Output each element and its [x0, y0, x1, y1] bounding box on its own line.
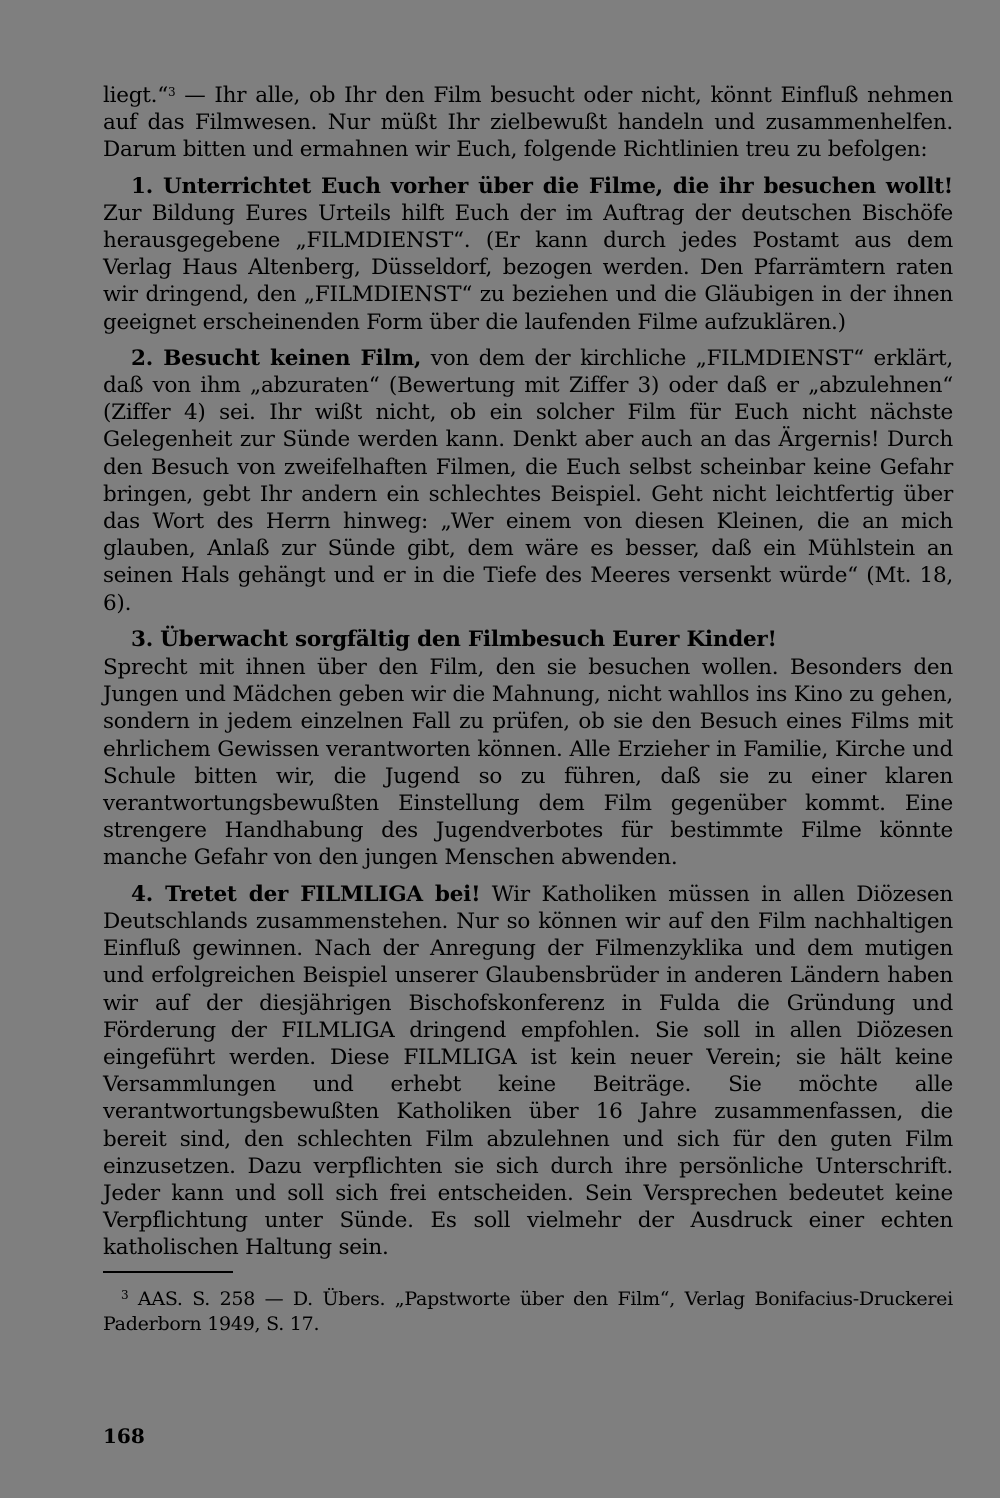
guideline-1	[103, 173, 953, 336]
footnote-reference: 3	[167, 85, 176, 99]
guideline-4-heading: 4. Tretet der FILMLIGA bei!	[131, 881, 481, 907]
footnote-text: AAS. S. 258 — D. Übers. „Papstworte über den Film“, Verlag Bonifacius-Druckerei Paderborn 1949, S. 17.	[103, 1287, 953, 1335]
intro-paragraph	[103, 82, 953, 164]
footnote	[103, 1287, 953, 1337]
intro-text: — Ihr alle, ob Ihr den Film besucht oder nicht, könnt Einfluß nehmen auf das Filmwesen. Nur müßt Ihr zielbewußt handeln und zusammenhelfen. Darum bitten und ermahnen wir Euch, folgende Richtlinien treu zu befolgen:	[103, 83, 953, 163]
guideline-3	[103, 654, 953, 872]
guideline-3-heading-line	[103, 626, 953, 653]
page-number: 168	[103, 1424, 145, 1448]
guideline-2-heading: 2. Besucht keinen Film,	[131, 345, 422, 371]
guideline-3-text: Sprecht mit ihnen über den Film, den sie besuchen wollen. Besonders den Jungen und Mädchen geben wir die Mahnung, nicht wahllos ins Kino zu gehen, sondern in jedem einzelnen Fall zu prüfen, ob sie den Besuch eines Films mit ehrlichem Gewissen verantworten können. Alle Erzieher in Familie, Kirche und Schule bitten wir, die Jugend so zu führen, daß sie zu einer klaren verantwortungsbewußten Einstellung dem Film gegenüber kommt. Eine strengere Handhabung des Jugendverbotes für bestimmte Filme könnte manche Gefahr von den jungen Menschen abwenden.	[103, 655, 953, 871]
guideline-4	[103, 881, 953, 1262]
guideline-1-heading: 1. Unterrichtet Euch vorher über die Filme, die ihr besuchen wollt!	[131, 173, 953, 199]
page-body	[103, 82, 953, 1337]
intro-lead: liegt.“	[103, 83, 168, 108]
footnote-marker: 3	[121, 1287, 129, 1302]
footnote-divider	[103, 1271, 233, 1273]
guideline-4-text: Wir Katholiken müssen in allen Diözesen Deutschlands zusammenstehen. Nur so können wir auf den Film nachhaltigen Einfluß gewinnen. Nach der Anregung der Filmenzyklika und dem mutigen und erfolgreichen Beispiel unserer Glaubensbrüder in anderen Ländern haben wir auf der diesjährigen Bischofskonferenz in Fulda die Gründung und Förderung der FILMLIGA dringend empfohlen. Sie soll in allen Diözesen eingeführt werden. Diese FILMLIGA ist kein neuer Verein; sie hält keine Versammlungen und erhebt keine Beiträge. Sie möchte alle verantwortungsbewußten Katholiken über 16 Jahre zusammenfassen, die bereit sind, den schlechten Film abzulehnen und sich für den guten Film einzusetzen. Dazu verpflichten sie sich durch ihre persönliche Unterschrift. Jeder kann und soll sich frei entscheiden. Sein Versprechen bedeutet keine Verpflichtung unter Sünde. Es soll vielmehr der Ausdruck einer echten katholischen Haltung sein.	[103, 881, 953, 1261]
guideline-2	[103, 345, 953, 617]
guideline-1-text: Zur Bildung Eures Urteils hilft Euch der im Auftrag der deutschen Bischöfe herausgegebene „FILMDIENST“. (Er kann durch jedes Postamt aus dem Verlag Haus Altenberg, Düsseldorf, bezogen werden. Den Pfarrämtern raten wir dringend, den „FILMDIENST“ zu beziehen und die Gläubigen in der ihnen geeignet erscheinenden Form über die laufenden Filme aufzuklären.)	[103, 200, 953, 335]
guideline-3-heading: 3. Überwacht sorgfältig den Filmbesuch Eurer Kinder!	[131, 626, 777, 652]
guideline-2-text: von dem der kirchliche „FILMDIENST“ erklärt, daß von ihm „abzuraten“ (Bewertung mit Ziffer 3) oder daß er „abzulehnen“ (Ziffer 4) sei. Ihr wißt nicht, ob ein solcher Film für Euch nicht nächste Gelegenheit zur Sünde werden kann. Denkt aber auch an das Ärgernis! Durch den Besuch von zweifelhaften Filmen, die Euch selbst scheinbar keine Gefahr bringen, gebt Ihr andern ein schlechtes Beispiel. Geht nicht leichtfertig über das Wort des Herrn hinweg: „Wer einem von diesen Kleinen, die an mich glauben, Anlaß zur Sünde gibt, dem wäre es besser, daß ein Mühlstein an seinen Hals gehängt und er in die Tiefe des Meeres versenkt würde“ (Mt. 18, 6).	[103, 345, 953, 616]
